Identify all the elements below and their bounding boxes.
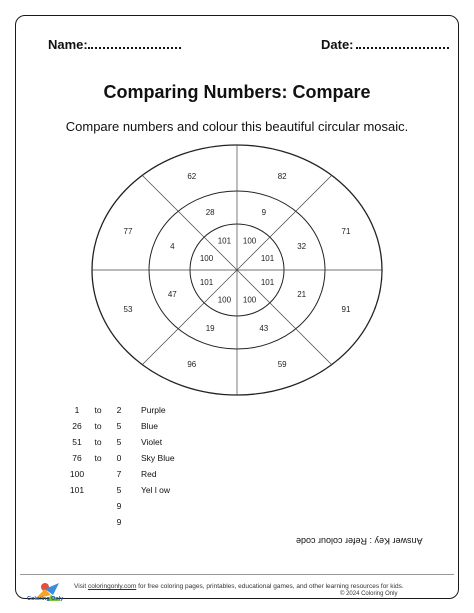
footer-rest: for free coloring pages, printables, educational games, and other learning resources for kids.: [136, 583, 404, 590]
mosaic-inner-number: 100: [242, 236, 257, 246]
page-title: Comparing Numbers: Compare: [103, 82, 371, 102]
mosaic-outer-number: 62: [187, 171, 197, 181]
legend-end: 2: [116, 405, 122, 415]
legend-end: 5: [116, 421, 122, 431]
mosaic-outer-number: 71: [341, 227, 351, 236]
footer-divider: [20, 574, 454, 575]
footer-visit: Visit: [74, 583, 88, 590]
colour-list: [141, 402, 175, 498]
legend-to: [88, 482, 108, 498]
legend-row: [66, 498, 130, 514]
legend-row: [66, 450, 130, 466]
mosaic-middle-number: 28: [205, 207, 215, 217]
legend-from: 101: [69, 485, 85, 495]
mosaic-inner-number: 100: [199, 253, 214, 263]
mosaic-middle-number: 47: [167, 290, 177, 300]
mosaic-middle-number: 9: [261, 207, 267, 217]
legend-row: [66, 402, 130, 418]
legend-end: 7: [116, 469, 122, 479]
page-subtitle: Compare numbers and colour this beautiful circular mosaic.: [65, 119, 409, 134]
footer-text: [74, 582, 434, 591]
legend-to: [88, 514, 108, 530]
mosaic-inner-number: 101: [260, 278, 275, 288]
mosaic-middle-number: 43: [259, 324, 269, 334]
mosaic-middle-number: 4: [170, 241, 175, 251]
legend-colour: Purple: [141, 405, 166, 415]
colour-code-table: [66, 402, 130, 530]
legend-to: to: [94, 453, 102, 463]
legend-to: to: [94, 421, 102, 431]
legend-end: 5: [116, 437, 122, 447]
answer-key: Answer Key : Refer colour code: [296, 536, 423, 546]
mosaic-inner-number: 101: [217, 236, 232, 246]
mosaic-inner-number: 101: [260, 253, 275, 263]
mosaic-outer-number: 77: [123, 227, 133, 236]
mosaic-inner-number: 100: [242, 295, 257, 305]
legend-from: 51: [72, 437, 82, 447]
legend-from: [66, 498, 88, 514]
legend-end: 9: [116, 501, 122, 511]
legend-to: [88, 466, 108, 482]
legend-to: to: [94, 405, 102, 415]
coloring-only-logo-icon: [31, 577, 71, 607]
legend-from: 1: [74, 405, 80, 415]
mosaic-middle-number: 32: [297, 241, 307, 251]
legend-colour: Violet: [141, 437, 163, 447]
legend-row: [66, 514, 130, 530]
legend-to: [88, 498, 108, 514]
legend-row: [66, 418, 130, 434]
legend-colour: Sky Blue: [141, 453, 175, 463]
mosaic-outer-number: 96: [187, 360, 197, 370]
legend-from: [66, 514, 88, 530]
mosaic-inner-number: 101: [199, 278, 214, 288]
mosaic-middle-number: 21: [297, 290, 307, 300]
copyright: © 2024 Coloring Only: [340, 591, 398, 597]
legend-end: 9: [116, 517, 122, 527]
legend-row: [66, 482, 130, 498]
mosaic-middle-number: 19: [205, 324, 215, 334]
legend-end: 0: [116, 453, 122, 463]
legend-to: to: [94, 437, 102, 447]
legend-colour: Red: [141, 469, 157, 479]
legend-colour: Yel l ow: [141, 485, 170, 495]
mosaic-outer-number: 53: [123, 305, 133, 314]
footer-link[interactable]: coloringonly.com: [87, 583, 137, 590]
name-label: Name:: [48, 37, 88, 52]
legend-row: [66, 434, 130, 450]
mosaic-outer-number: 59: [277, 360, 287, 370]
legend-from: 76: [72, 453, 82, 463]
mosaic-outer-number: 91: [341, 305, 351, 314]
legend-end: 5: [116, 485, 122, 495]
legend-from: 100: [69, 469, 85, 479]
legend-row: [66, 466, 130, 482]
mosaic-outer-number: 82: [277, 171, 287, 181]
legend-from: 26: [72, 421, 82, 431]
date-label: Date:: [321, 37, 354, 52]
legend-colour: Blue: [141, 421, 159, 431]
logo-text: Coloring Only: [27, 596, 64, 602]
mosaic-inner-number: 100: [217, 295, 232, 305]
